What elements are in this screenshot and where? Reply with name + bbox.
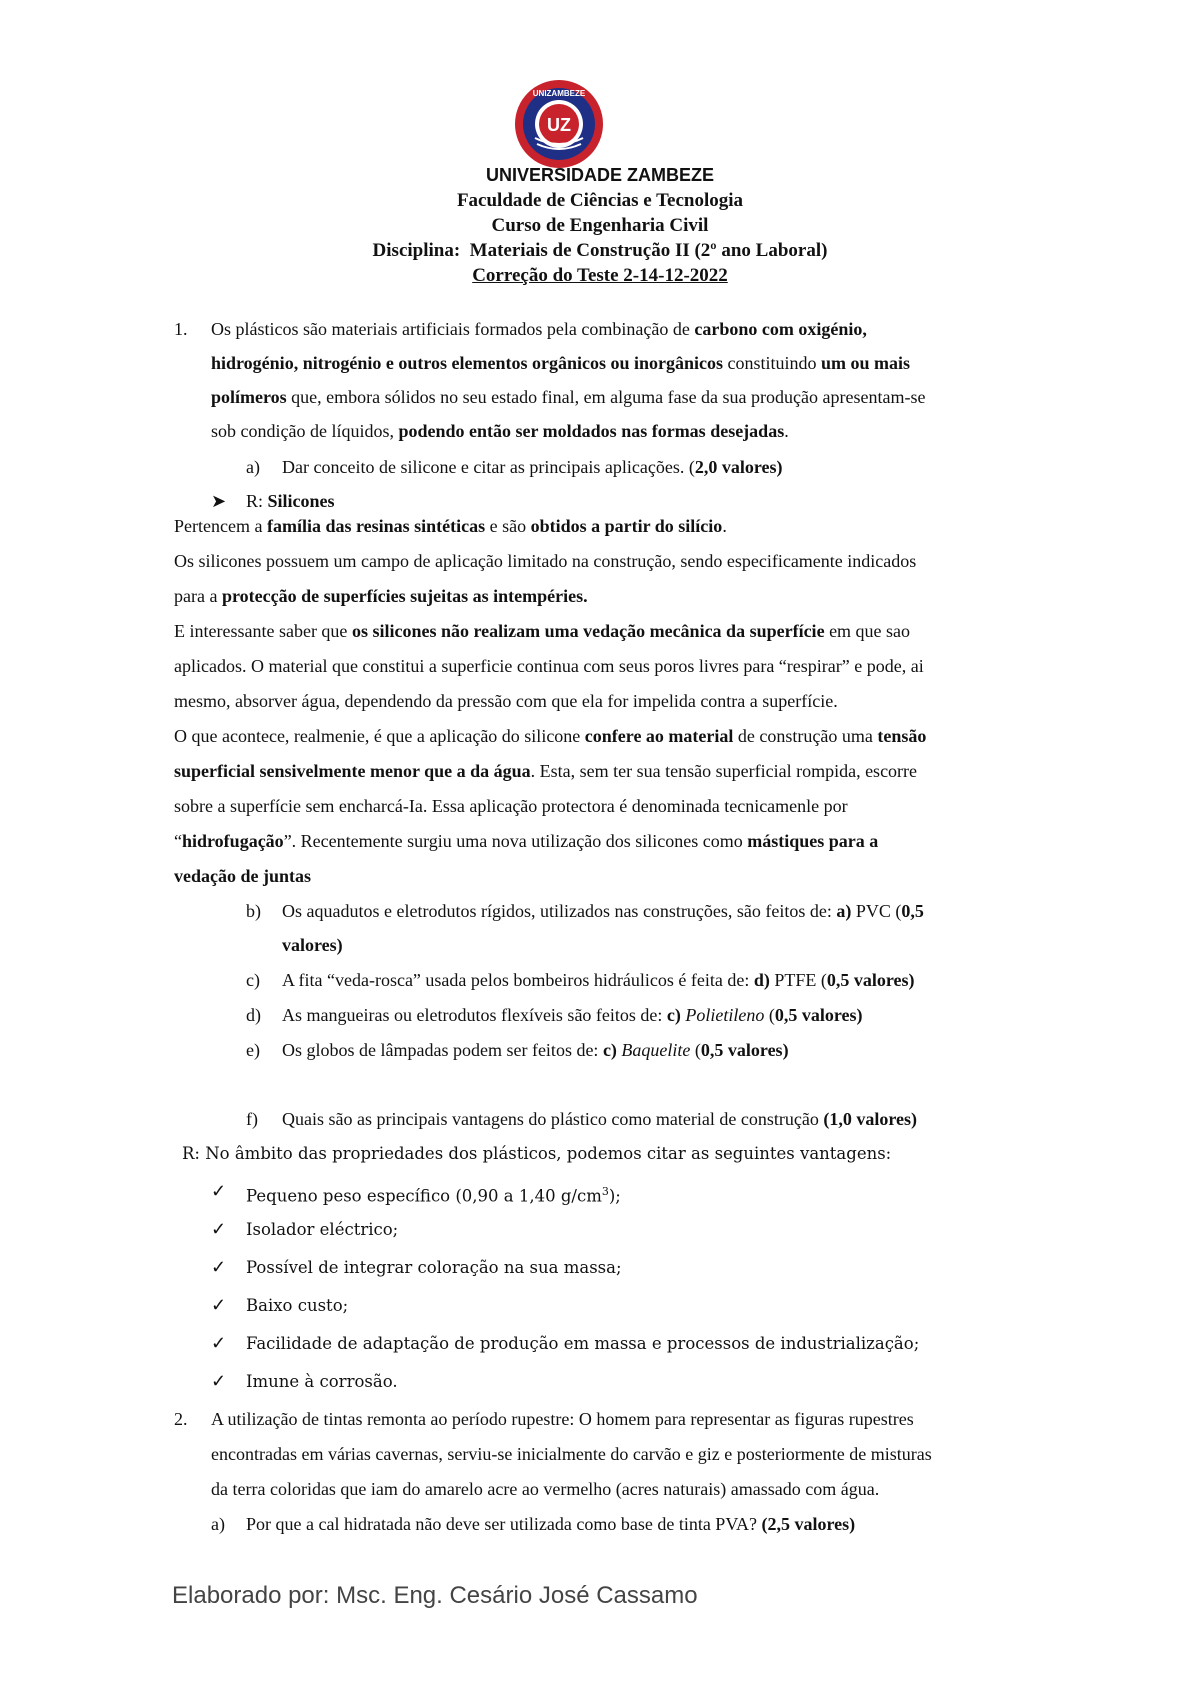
silicone-line-2: Os silicones possuem um campo de aplicação limitado na construção, sendo especificamente indicados xyxy=(174,551,917,571)
checkmark-icon: ✓ xyxy=(211,1371,227,1391)
q1b-text: Os aquadutos e eletrodutos rígidos, utilizados nas construções, são feitos de: a) PVC (0,5 xyxy=(282,901,924,921)
course-name: Curso de Engenharia Civil xyxy=(491,215,709,236)
silicone-line-1: Pertencem a família das resinas sintéticas e são obtidos a partir do silício. xyxy=(174,516,727,536)
faculty-name: Faculdade de Ciências e Tecnologia xyxy=(456,190,744,211)
q2-line-1: A utilização de tintas remonta ao período rupestre: O homem para representar as figuras rupestres xyxy=(211,1409,914,1429)
advantage-item-3: Possível de integrar coloração na sua massa; xyxy=(246,1258,622,1277)
advantages-intro: R: No âmbito das propriedades dos plásticos, podemos citar as seguintes vantagens: xyxy=(182,1144,892,1163)
logo-text: UNIZAMBEZE xyxy=(532,89,586,98)
checkmark-icon: ✓ xyxy=(211,1333,227,1353)
silicone-line-9: sobre a superfície sem encharcá-Ia. Essa aplicação protectora é denominada tecnicamenle por xyxy=(174,796,848,816)
university-logo xyxy=(513,78,605,170)
q1-intro-line-1: Os plásticos são materiais artificiais formados pela combinação de carbono com oxigénio, xyxy=(211,319,867,339)
q1b-label: b) xyxy=(246,901,261,921)
silicone-line-7: O que acontece, realmenie, é que a aplicação do silicone confere ao material de construção uma tensão xyxy=(174,726,927,746)
q1b-text-continued: valores) xyxy=(282,935,343,955)
checkmark-icon: ✓ xyxy=(211,1181,227,1201)
silicone-line-4: E interessante saber que os silicones não realizam uma vedação mecânica da superfície em que sao xyxy=(174,621,911,641)
arrow-bullet-icon: ➤ xyxy=(211,491,227,511)
svg-text:UZ: UZ xyxy=(547,115,571,135)
answer-heading: R: Silicones xyxy=(246,491,335,511)
silicone-line-3: para a protecção de superfícies sujeitas as intempéries. xyxy=(174,586,588,606)
q2-line-2: encontradas em várias cavernas, serviu-se inicialmente do carvão e giz e posteriormente de misturas xyxy=(211,1444,932,1464)
q1-intro-line-4: sob condição de líquidos, podendo então ser moldados nas formas desejadas. xyxy=(211,421,789,441)
advantage-item-4: Baixo custo; xyxy=(246,1296,349,1315)
checkmark-icon: ✓ xyxy=(211,1257,227,1277)
checkmark-icon: ✓ xyxy=(211,1219,227,1239)
question-2-number: 2. xyxy=(174,1409,188,1429)
university-name: UNIVERSIDADE ZAMBEZE xyxy=(485,165,714,185)
q1f-label: f) xyxy=(246,1109,258,1129)
q1c-label: c) xyxy=(246,970,260,990)
q2a-label: a) xyxy=(211,1514,225,1534)
q2-line-3: da terra coloridas que iam do amarelo acre ao vermelho (acres naturais) amassado com água. xyxy=(211,1479,880,1499)
q1a-label: a) xyxy=(246,457,260,477)
q1d-text: As mangueiras ou eletrodutos flexíveis são feitos de: c) Polietileno (0,5 valores) xyxy=(282,1005,863,1025)
advantage-item-1: Pequeno peso específico (0,90 a 1,40 $g/cm^3$); xyxy=(246,1185,621,1206)
silicone-line-8: superficial sensivelmente menor que a da água. Esta, sem ter sua tensão superficial rompida, escorre xyxy=(174,761,918,781)
discipline-label: Disciplina: xyxy=(372,240,461,261)
q2a-text: Por que a cal hidratada não deve ser utilizada como base de tinta PVA? (2,5 valores) xyxy=(246,1514,856,1534)
discipline-value: Materiais de Construção II (2º ano Laboral) xyxy=(469,240,828,261)
silicone-line-5: aplicados. O material que constitui a superficie continua com seus poros livres para “respirar” e pode, ai xyxy=(174,656,924,676)
discipline-line xyxy=(0,238,1200,263)
advantage-item-2: Isolador eléctrico; xyxy=(246,1220,399,1239)
document-title: Correção do Teste 2-14-12-2022 xyxy=(472,265,728,286)
q1-intro-line-2: hidrogénio, nitrogénio e outros elementos orgânicos ou inorgânicos constituindo um ou mais xyxy=(211,353,911,373)
silicone-line-11: vedação de juntas xyxy=(174,866,312,886)
footer-author: Elaborado por: Msc. Eng. Cesário José Cassamo xyxy=(172,1582,698,1609)
q1a-text: Dar conceito de silicone e citar as principais aplicações. (2,0 valores) xyxy=(282,457,783,477)
question-1-number: 1. xyxy=(174,319,188,339)
q1c-text: A fita “veda-rosca” usada pelos bombeiros hidráulicos é feita de: d) PTFE (0,5 valores) xyxy=(282,970,915,990)
silicone-line-10: “hidrofugação”. Recentemente surgiu uma nova utilização dos silicones como mástiques para a xyxy=(174,831,879,851)
checkmark-icon: ✓ xyxy=(211,1295,227,1315)
silicone-line-6: mesmo, absorver água, dependendo da pressão com que ela for impelida contra a superfície. xyxy=(174,691,838,711)
q1e-label: e) xyxy=(246,1040,260,1060)
q1-intro-line-3: polímeros que, embora sólidos no seu estado final, em alguma fase da sua produção apresentam-se xyxy=(211,387,926,407)
q1d-label: d) xyxy=(246,1005,261,1025)
advantage-item-6: Imune à corrosão. xyxy=(246,1372,398,1391)
advantage-item-5: Facilidade de adaptação de produção em massa e processos de industrialização; xyxy=(246,1334,920,1353)
q1e-text: Os globos de lâmpadas podem ser feitos de: c) Baquelite (0,5 valores) xyxy=(282,1040,789,1060)
q1f-text: Quais são as principais vantagens do plástico como material de construção (1,0 valores) xyxy=(282,1109,917,1129)
